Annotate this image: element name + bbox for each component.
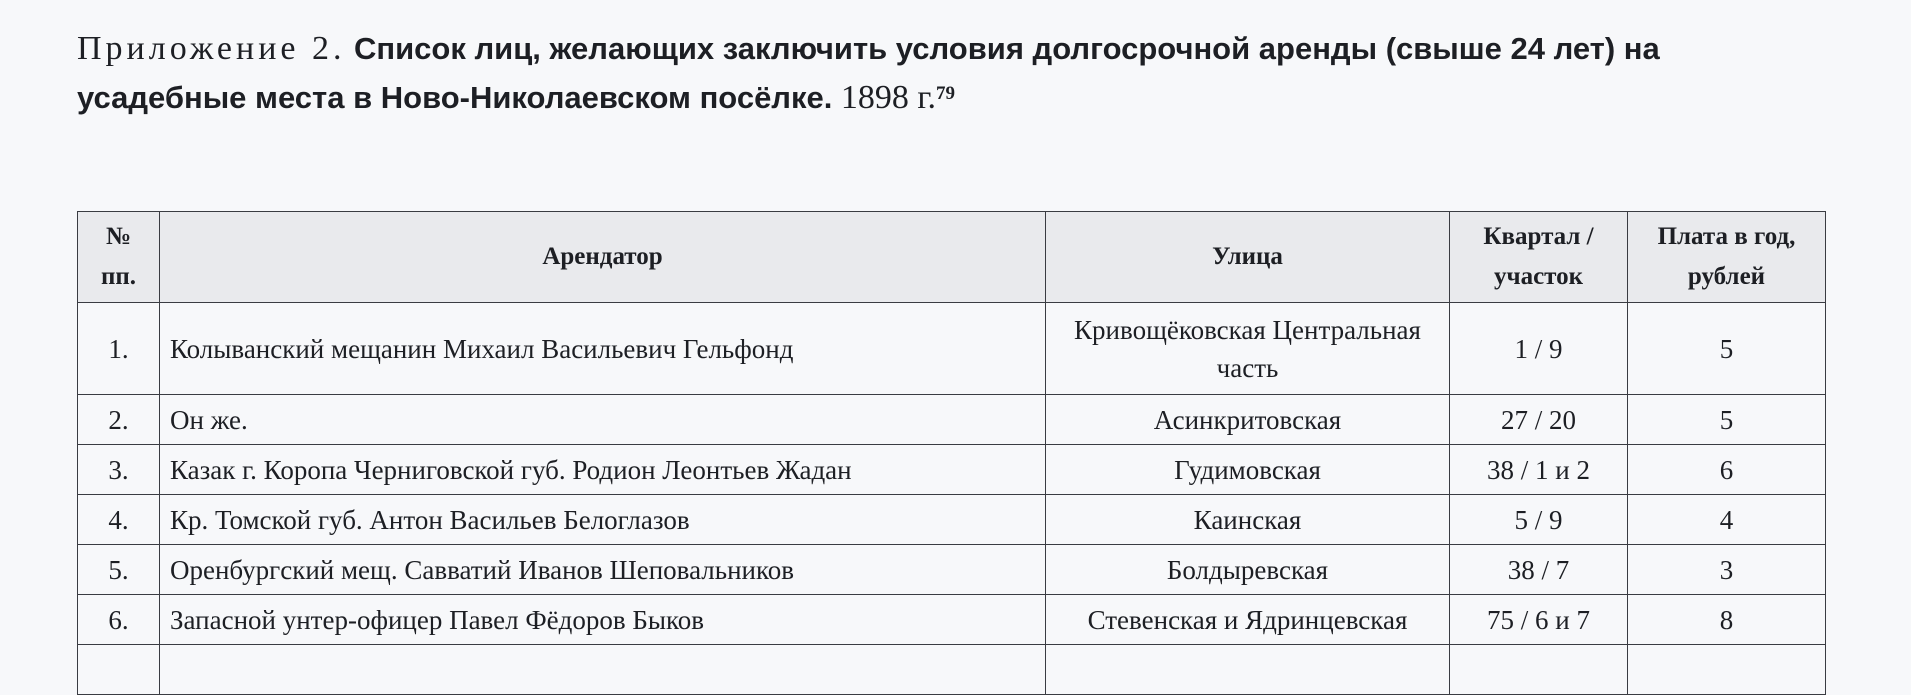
tenant-cell: Кр. Томской губ. Антон Васильев Белоглазов: [160, 495, 1046, 545]
street-cell: Стевенская и Ядринцевская: [1046, 595, 1450, 645]
table-row: [78, 495, 1826, 545]
row-number: 1.: [78, 303, 160, 395]
lease-table: [77, 211, 1826, 695]
header-fee: Плата в год, рублей: [1628, 212, 1826, 303]
tenant-cell: Колыванский мещанин Михаил Васильевич Гельфонд: [160, 303, 1046, 395]
fee-cell: 6: [1628, 445, 1826, 495]
street-cell: Кривощёковская Центральная часть: [1046, 303, 1450, 395]
header-street: Улица: [1046, 212, 1450, 303]
header-num: № пп.: [78, 212, 160, 303]
block-cell: 5 / 9: [1450, 495, 1628, 545]
street-cell: Каинская: [1046, 495, 1450, 545]
table-row: [78, 445, 1826, 495]
row-number: 2.: [78, 395, 160, 445]
block-cell: 38 / 1 и 2: [1450, 445, 1628, 495]
row-number: 5.: [78, 545, 160, 595]
tenant-cell: Оренбургский мещ. Савватий Иванов Шеповальников: [160, 545, 1046, 595]
block-cell: 27 / 20: [1450, 395, 1628, 445]
street-cell: Гудимовская: [1046, 445, 1450, 495]
block-cell: [1450, 645, 1628, 695]
block-cell: 38 / 7: [1450, 545, 1628, 595]
block-cell: 1 / 9: [1450, 303, 1628, 395]
street-cell: Болдыревская: [1046, 545, 1450, 595]
row-number: 3.: [78, 445, 160, 495]
row-number: 6.: [78, 595, 160, 645]
tenant-cell: Он же.: [160, 395, 1046, 445]
appendix-caption: Приложение 2.: [77, 30, 346, 67]
document-year: 1898 г.: [840, 79, 936, 116]
street-cell: Асинкритовская: [1046, 395, 1450, 445]
block-cell: 75 / 6 и 7: [1450, 595, 1628, 645]
document-heading: [77, 24, 1777, 122]
header-tenant: Арендатор: [160, 212, 1046, 303]
fee-cell: 3: [1628, 545, 1826, 595]
fee-cell: 4: [1628, 495, 1826, 545]
fee-cell: 8: [1628, 595, 1826, 645]
fee-cell: 5: [1628, 395, 1826, 445]
header-block: Квартал / участок: [1450, 212, 1628, 303]
tenant-cell: Казак г. Коропа Черниговской губ. Родион Леонтьев Жадан: [160, 445, 1046, 495]
fee-cell: [1628, 645, 1826, 695]
fee-cell: 5: [1628, 303, 1826, 395]
tenant-cell: Запасной унтер-офицер Павел Фёдоров Быков: [160, 595, 1046, 645]
footnote-marker: 79: [936, 83, 955, 104]
street-cell: [1046, 645, 1450, 695]
tenant-cell: [160, 645, 1046, 695]
row-number: 4.: [78, 495, 160, 545]
table-row: [78, 595, 1826, 645]
table-row: [78, 545, 1826, 595]
document-title: Список лиц, желающих заключить условия долгосрочной аренды (свыше 24 лет) на усадебные места в Ново-Николаевском посёлке.: [77, 31, 1660, 115]
table-header: [78, 212, 1826, 303]
row-number: [78, 645, 160, 695]
table-row: [78, 395, 1826, 445]
table-row-cut-off: [78, 645, 1826, 695]
table-row: [78, 303, 1826, 395]
